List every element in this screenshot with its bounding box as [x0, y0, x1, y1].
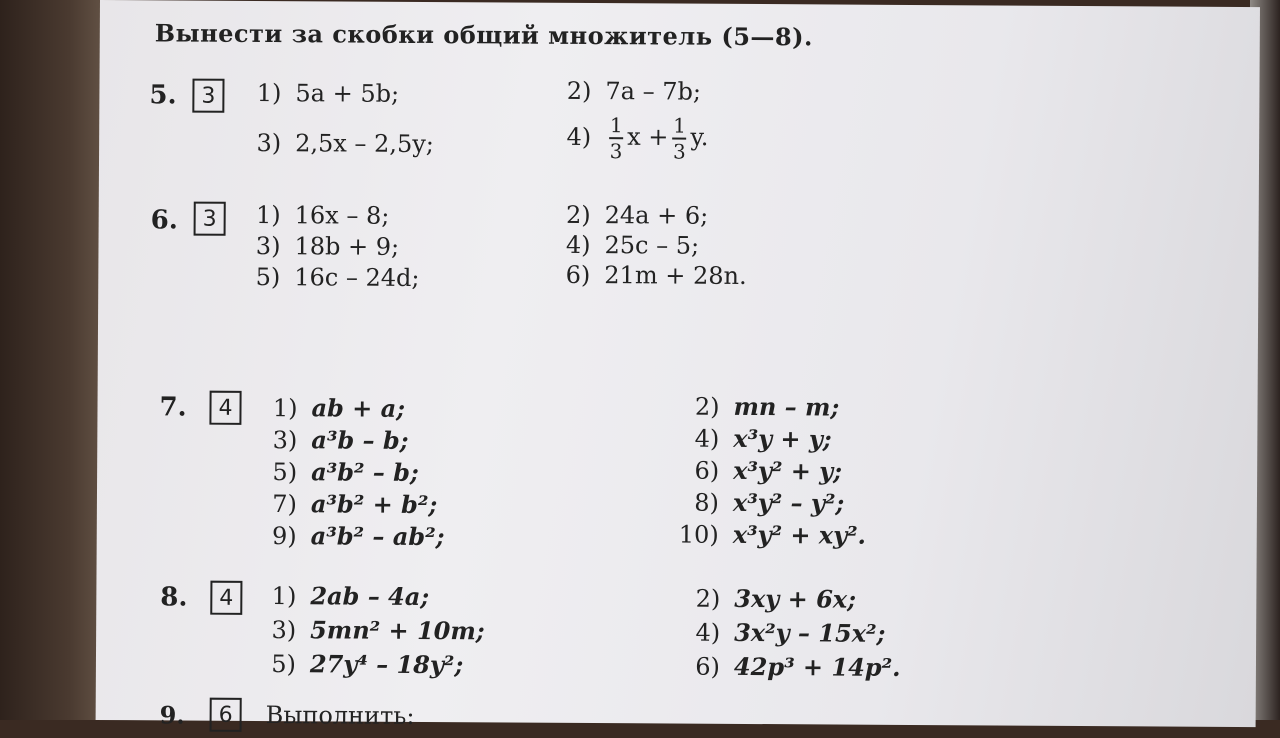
- item-label: 6): [565, 260, 591, 290]
- task-8-number: 8.: [160, 582, 188, 613]
- item-label: 4): [695, 618, 721, 647]
- task-8-item-4: [678, 618, 885, 648]
- task-6-item-6: [548, 261, 746, 290]
- item-label: 4): [566, 122, 592, 151]
- item-label: 1): [272, 394, 298, 423]
- item-expression: 2ab – 4a;: [310, 581, 430, 612]
- task-8-item-6: [678, 652, 901, 682]
- task-5-level-box: 3: [192, 79, 224, 113]
- task-7-item-5: [255, 457, 419, 487]
- item-label: 3): [272, 426, 298, 455]
- item-expression: 3x²y – 15x²;: [734, 617, 886, 648]
- item-label: 1): [271, 582, 297, 611]
- task-5-item-3: [239, 129, 434, 158]
- task-6-item-5: [238, 263, 419, 292]
- item-label: 9): [272, 522, 297, 551]
- task-5-item-1: [239, 79, 399, 108]
- task-7-item-6: [677, 456, 842, 486]
- task-5-item-4: [549, 115, 709, 162]
- task-9-level-box: 6: [210, 698, 242, 732]
- task-9-number: 9.: [159, 700, 185, 730]
- item-expression: 5a + 5b;: [295, 79, 400, 108]
- item-label: 6): [694, 456, 720, 485]
- task-8-item-3: [254, 615, 485, 645]
- item-label: 5): [255, 262, 281, 292]
- item-expression: a³b² + b²;: [310, 489, 438, 520]
- item-expression: 3xy + 6x;: [734, 583, 857, 614]
- task-8-level-box: 4: [210, 581, 242, 615]
- task-8-item-5: [254, 649, 463, 679]
- task-5-item-2: [549, 77, 701, 106]
- item-expression: 16c – 24d;: [294, 263, 420, 292]
- section-title: Вынести за скобки общий множитель (5—8).: [154, 18, 813, 52]
- task-6-item-1: [239, 201, 390, 230]
- task-7-item-3: [255, 425, 408, 455]
- task-6-level-box: 3: [194, 202, 226, 236]
- item-expression: a³b – b;: [311, 425, 409, 455]
- item-expression: ab + a;: [311, 393, 406, 423]
- item-label: 3): [271, 616, 297, 645]
- item-label: 4): [565, 230, 591, 260]
- item-expression: mn – m;: [733, 391, 840, 422]
- fraction-one-third: $\frac{1}{3}$: [672, 113, 686, 164]
- task-8-item-2: [678, 584, 856, 614]
- item-expression: 5mn² + 10m;: [310, 615, 485, 646]
- task-7-item-10: [663, 519, 866, 549]
- item-expression: x³y² – y²;: [732, 487, 845, 518]
- item-expression-mid: x +: [627, 122, 669, 151]
- item-expression: 42p³ + 14p².: [733, 651, 901, 682]
- item-label: 4): [694, 424, 720, 453]
- item-expression: x³y² + xy².: [732, 519, 867, 550]
- item-label: 8): [694, 488, 720, 517]
- item-expression: 27y⁴ – 18y²;: [309, 649, 464, 680]
- item-expression: 16x – 8;: [294, 201, 390, 230]
- item-label: 2): [566, 76, 592, 106]
- task-7-item-7: [255, 489, 438, 519]
- item-label: 7): [272, 490, 298, 519]
- task-7-item-1: [255, 393, 405, 423]
- item-label: 2): [694, 392, 720, 421]
- item-expression: 7a – 7b;: [605, 77, 702, 106]
- task-7-level-box: 4: [209, 391, 241, 425]
- item-expression: 24a + 6;: [604, 201, 709, 230]
- item-label: 1): [256, 78, 282, 108]
- item-expression: 25c – 5;: [604, 231, 700, 260]
- worksheet-page: [96, 0, 1260, 730]
- item-expression-end: y.: [690, 123, 709, 152]
- item-label: 2): [565, 200, 591, 230]
- task-5-number: 5.: [149, 80, 177, 111]
- item-label: 3): [256, 128, 282, 158]
- item-label: 1): [255, 200, 281, 230]
- item-expression: 21m + 28n.: [604, 261, 747, 290]
- item-label: 2): [695, 584, 721, 613]
- item-expression: 18b + 9;: [294, 232, 400, 261]
- item-expression: x³y + y;: [733, 423, 832, 454]
- item-expression: a³b² – b;: [311, 457, 419, 487]
- item-expression: a³b² – ab²;: [310, 521, 445, 552]
- task-6-number: 6.: [150, 205, 178, 236]
- task-7-item-8: [677, 488, 844, 518]
- task-8-item-1: [254, 581, 429, 611]
- fraction-one-third: $\frac{1}{3}$: [609, 113, 623, 164]
- item-expression: 2,5x – 2,5y;: [295, 129, 434, 159]
- task-6-item-2: [549, 201, 709, 230]
- task-9-text: Выполнить:: [265, 701, 415, 730]
- item-label: 5): [271, 650, 297, 679]
- item-label: 6): [695, 652, 721, 681]
- item-label: 5): [272, 458, 298, 487]
- item-expression: x³y² + y;: [733, 455, 843, 486]
- task-7-item-9: [255, 521, 445, 551]
- task-6-item-3: [238, 232, 399, 261]
- task-7-item-2: [677, 392, 839, 422]
- task-7-item-4: [677, 424, 832, 454]
- task-7-number: 7.: [159, 392, 187, 423]
- item-label: 3): [255, 231, 281, 261]
- task-6-item-4: [548, 231, 699, 260]
- item-label: 10): [678, 520, 719, 549]
